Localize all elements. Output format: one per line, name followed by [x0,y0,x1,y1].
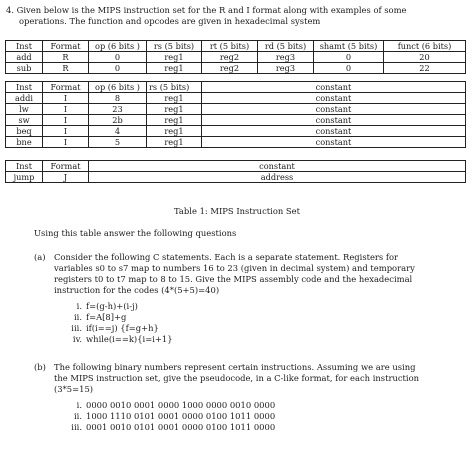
table-cell: reg1 [147,137,202,148]
table-cell: 4 [89,126,147,137]
question-text-line2: operations. The function and opcodes are given in hexadecimal system [19,16,321,26]
question-text-line1: Given below is the MIPS instruction set for the R and I format along with examples of some [16,5,407,15]
table-cell: beq [6,126,43,137]
table-cell: bne [6,137,43,148]
table-cell: 0 [89,63,147,74]
part-a-line: Consider the following C statements. Each is a separate statement. Registers for [54,252,399,262]
r-format-table [5,40,466,74]
header-cell: rs (5 bits) [147,41,202,52]
table-cell: 0 [314,63,384,74]
table-row [6,104,466,115]
part-a-marker: (a) [34,252,46,262]
table-cell: 20 [384,52,466,63]
table-cell: R [43,63,89,74]
table-cell: I [43,115,89,126]
list-item: ii. f=A[8]+g [73,312,127,322]
i-format-table [5,81,466,148]
table-row [6,137,466,148]
table-row [6,115,466,126]
header-cell: funct (6 bits) [384,41,466,52]
table-cell: I [43,137,89,148]
part-a-line: instruction for the codes (4*(5+5)=40) [54,285,220,295]
question-header [6,5,466,27]
header-cell: rt (5 bits) [202,41,258,52]
table-cell: 23 [89,104,147,115]
table-cell: reg1 [147,52,202,63]
i-table-header-row [6,82,466,93]
part-b-marker: (b) [34,362,46,372]
table-cell: J [43,172,89,183]
table-cell: 5 [89,137,147,148]
header-cell: op (6 bits ) [89,41,147,52]
part-b-line: (3*5=15) [54,384,94,394]
table-cell: reg2 [202,52,258,63]
list-item: i. f=(g-h)+(i-j) [76,301,138,311]
header-cell: Format [43,161,89,172]
list-item: iv. while(i==k){i=i+1} [72,334,173,344]
part-b-line: The following binary numbers represent certain instructions. Assuming we are using [54,362,416,372]
table-cell: add [6,52,43,63]
table-cell: 8 [89,93,147,104]
table-row [6,93,466,104]
table-row [6,52,466,63]
table-cell: constant [202,104,466,115]
table-row [6,172,466,183]
table-cell: 2b [89,115,147,126]
table-cell: reg3 [258,63,314,74]
table-cell: constant [202,126,466,137]
header-cell: Format [43,82,89,93]
table-cell: constant [202,137,466,148]
table-row [6,63,466,74]
header-cell: rd (5 bits) [258,41,314,52]
table-cell: R [43,52,89,63]
table-cell: I [43,104,89,115]
question-number: 4. [6,5,14,15]
instructions-intro: Using this table answer the following questions [34,228,237,238]
table-cell: addi [6,93,43,104]
j-format-table [5,160,466,183]
table-cell: address [89,172,466,183]
table-row [6,126,466,137]
list-item: iii. 0001 0010 0101 0001 0000 0100 1011 0000 [71,422,276,432]
table-cell: 0 [314,52,384,63]
table-cell: sub [6,63,43,74]
part-a-line: registers t0 to t7 map to 8 to 15. Give the MIPS assembly code and the hexadecimal [54,274,413,284]
header-cell: op (6 bits ) [89,82,147,93]
header-cell: Inst [6,41,43,52]
table-cell: 22 [384,63,466,74]
table-cell: reg1 [147,126,202,137]
r-table-header-row [6,41,466,52]
header-cell: rs (5 bits) [147,82,202,93]
j-table-header-row [6,161,466,172]
table-cell: I [43,126,89,137]
list-item: iii. if(i==j) {f=g+h} [71,323,159,333]
part-b-line: the MIPS instruction set, give the pseudocode, in a C-like format, for each instruction [54,373,420,383]
table-cell: sw [6,115,43,126]
table-cell: I [43,93,89,104]
header-cell: constant [202,82,466,93]
header-cell: Inst [6,161,43,172]
table-cell: jump [6,172,43,183]
table-caption: Table 1: MIPS Instruction Set [174,206,300,216]
part-b [34,362,454,433]
table-cell: reg1 [147,63,202,74]
header-cell: Format [43,41,89,52]
header-cell: Inst [6,82,43,93]
part-a [34,252,454,345]
list-item: ii. 1000 1110 0101 0001 0000 0100 1011 0000 [73,411,276,421]
table-cell: reg1 [147,104,202,115]
table-cell: constant [202,115,466,126]
list-item: i. 0000 0010 0001 0000 1000 0000 0010 0000 [76,400,276,410]
table-cell: reg1 [147,115,202,126]
table-cell: lw [6,104,43,115]
part-a-line: variables s0 to s7 map to numbers 16 to 23 (given in decimal system) and temporary [54,263,415,273]
table-cell: reg2 [202,63,258,74]
header-cell: shamt (5 bits) [314,41,384,52]
table-cell: 0 [89,52,147,63]
header-cell: constant [89,161,466,172]
table-cell: constant [202,93,466,104]
table-cell: reg1 [147,93,202,104]
table-cell: reg3 [258,52,314,63]
